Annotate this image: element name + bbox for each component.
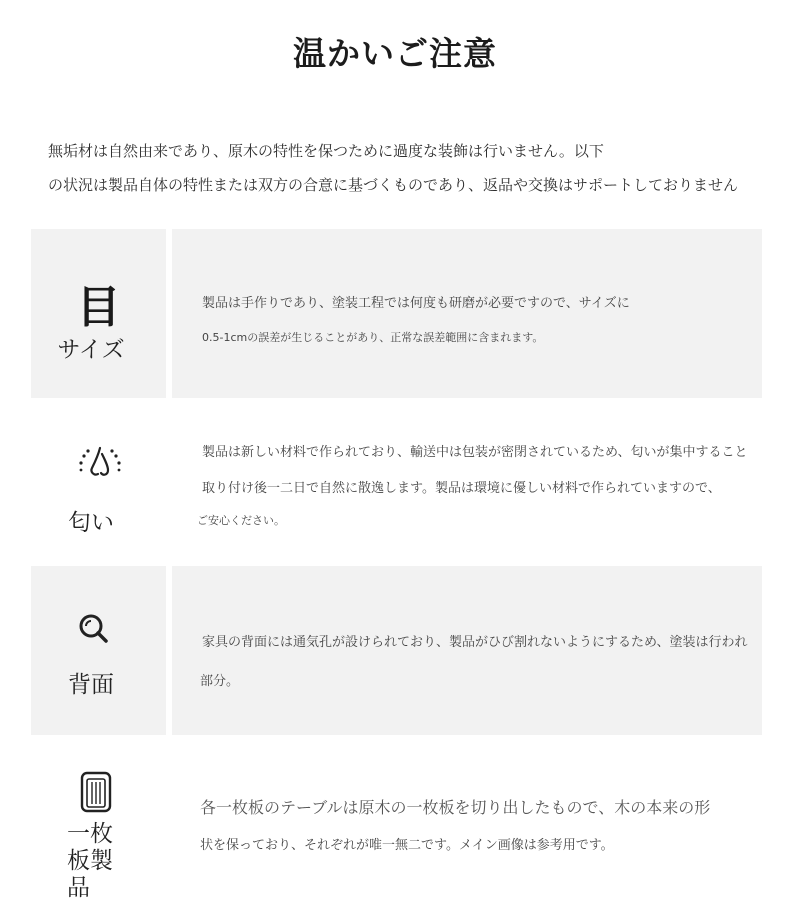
section-back-label: 背面 xyxy=(68,672,114,698)
section-back xyxy=(31,566,762,735)
section-slab-label-cell xyxy=(31,765,166,901)
section-slab-label xyxy=(67,821,127,902)
section-smell-text-cell xyxy=(172,420,762,550)
section-smell-label-cell xyxy=(31,420,166,550)
section-size-label-cell xyxy=(31,229,166,398)
section-slab-line-2: 状を保っており、それぞれが唯一無二です。メイン画像は参考用です。 xyxy=(200,838,614,853)
section-slab xyxy=(31,765,762,901)
section-back-label-cell xyxy=(31,566,166,735)
section-smell-line-1: 製品は新しい材料で作られており、輸送中は包装が密閉されているため、匂いが集中すること xyxy=(202,445,748,460)
nose-icon xyxy=(75,442,125,486)
section-slab-label-line-3: 品 xyxy=(67,875,90,901)
intro-text xyxy=(48,140,788,208)
section-smell xyxy=(31,420,762,550)
section-back-line-2: 部分。 xyxy=(200,674,240,689)
section-size-line-1: 製品は手作りであり、塗装工程では何度も研磨が必要ですので、サイズに xyxy=(202,296,630,311)
intro-line-2: の状況は製品自体の特性または双方の合意に基づくものであり、返品や交換はサポートしておりません xyxy=(48,176,739,194)
section-size-label: サイズ xyxy=(57,337,125,363)
eye-kanji-icon: 目 xyxy=(76,282,121,333)
section-size xyxy=(31,229,762,398)
section-size-line-2: 0.5-1cmの誤差が生じることがあり、正常な誤差範囲に含まれます。 xyxy=(202,331,544,344)
magnifier-icon xyxy=(75,610,111,646)
section-back-text-cell xyxy=(172,566,762,735)
wood-board-icon xyxy=(79,770,113,814)
section-slab-label-line-2: 板製 xyxy=(67,848,113,874)
section-smell-line-2: 取り付け後一二日で自然に散逸します。製品は環境に優しい材料で作られていますので、 xyxy=(202,481,721,496)
section-back-line-1: 家具の背面には通気孔が設けられており、製品がひび割れないようにするため、塗装は行われ xyxy=(202,635,748,650)
section-smell-line-3: ご安心ください。 xyxy=(197,514,285,527)
section-smell-label: 匂い xyxy=(68,510,114,536)
page-title: 温かいご注意 xyxy=(293,34,497,73)
intro-line-1: 無垢材は自然由来であり、原木の特性を保つために過度な装飾は行いません。以下 xyxy=(48,142,604,160)
section-slab-line-1: 各一枚板のテーブルは原木の一枚板を切り出したもので、木の本来の形 xyxy=(200,798,711,817)
section-size-text-cell xyxy=(172,229,762,398)
section-slab-label-line-1: 一枚 xyxy=(67,821,113,847)
section-slab-text-cell xyxy=(172,765,762,901)
